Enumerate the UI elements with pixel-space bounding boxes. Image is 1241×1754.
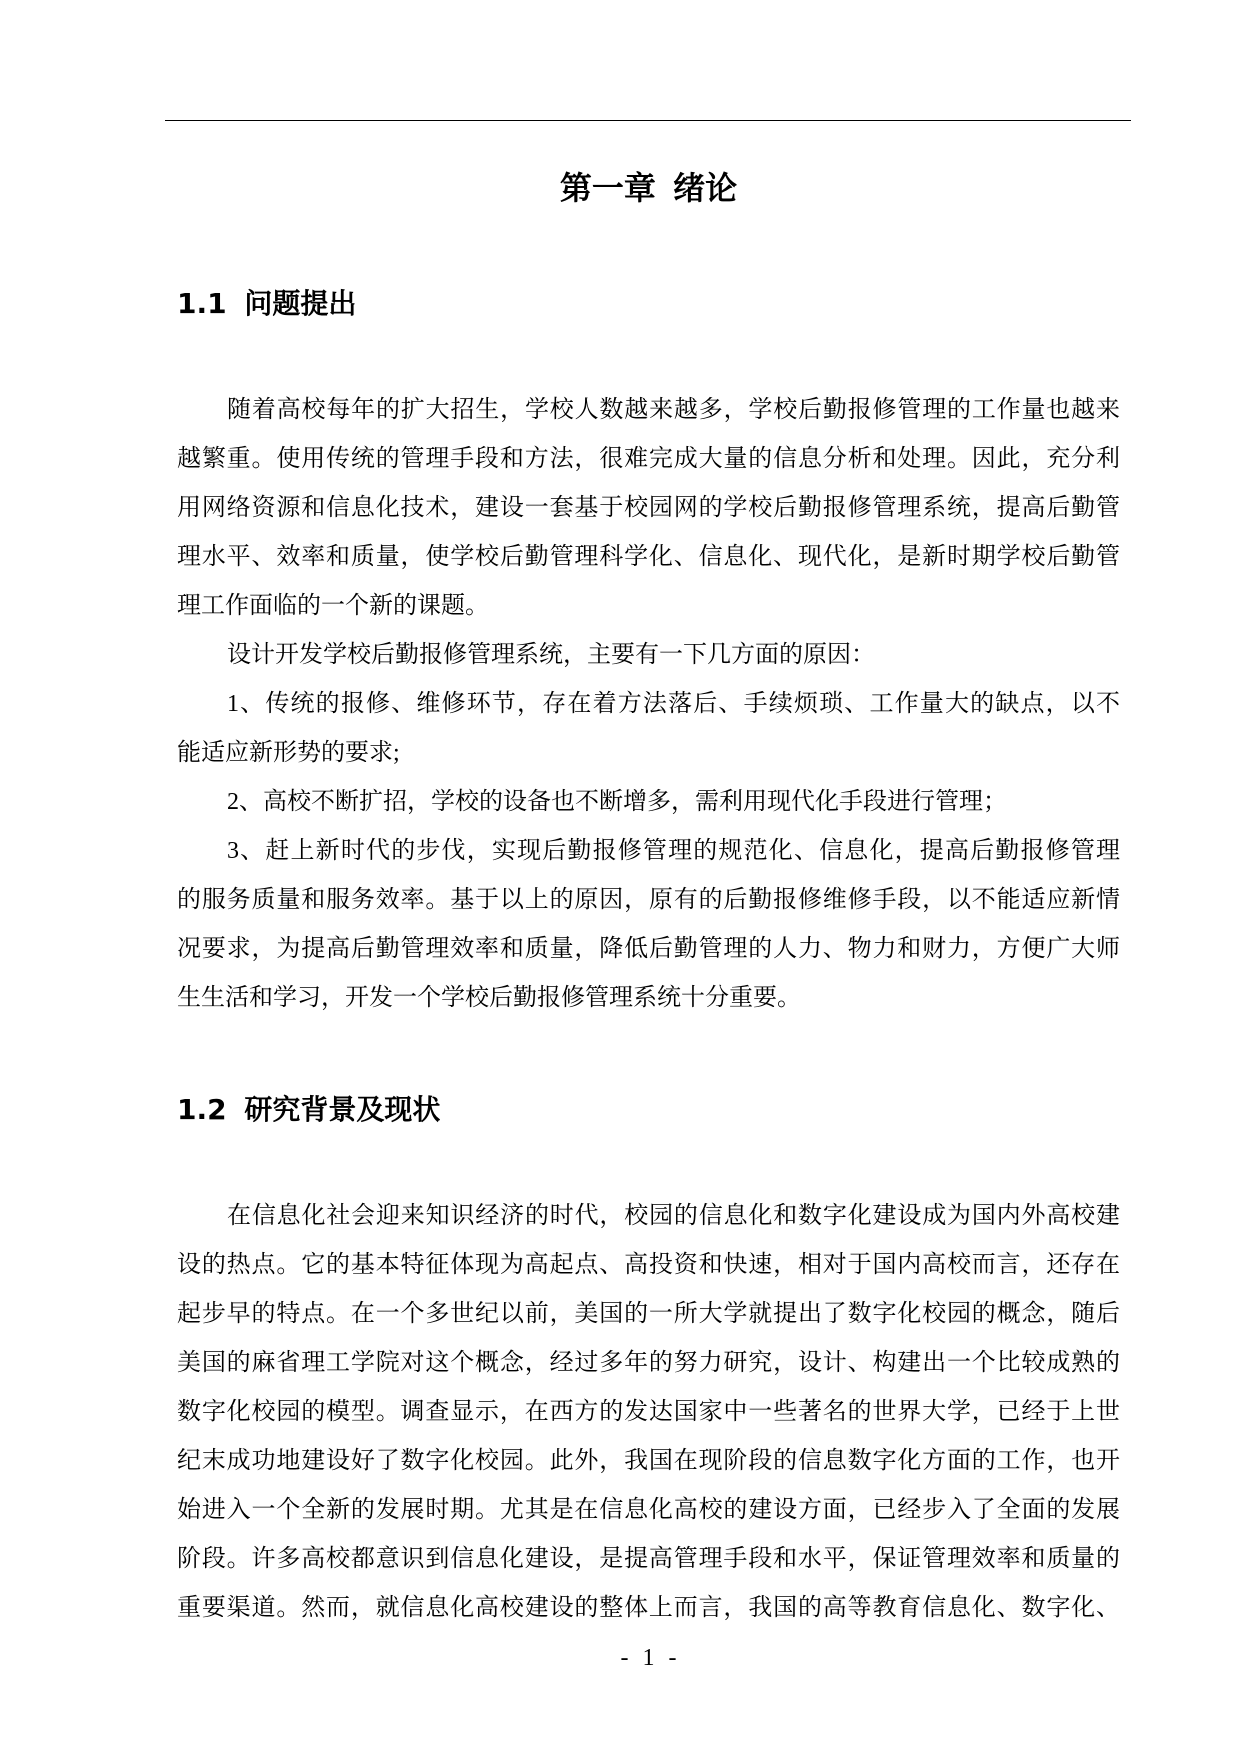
text-line: 数字化校园的模型。调查显示，在西方的发达国家中一些著名的世界大学，已经于上世	[177, 1399, 1120, 1425]
section-heading: 1.1 问题提出	[177, 287, 357, 320]
section-body	[177, 386, 1120, 1023]
header-rule	[165, 120, 1131, 121]
text-line: 理水平、效率和质量，使学校后勤管理科学化、信息化、现代化，是新时期学校后勤管	[177, 544, 1120, 570]
text-line: 设的热点。它的基本特征体现为高起点、高投资和快速，相对于国内高校而言，还存在	[177, 1252, 1120, 1278]
text-line: 越繁重。使用传统的管理手段和方法，很难完成大量的信息分析和处理。因此，充分利	[177, 446, 1120, 472]
text-line: 重要渠道。然而，就信息化高校建设的整体上而言，我国的高等教育信息化、数字化、	[177, 1595, 1120, 1621]
text-line: 设计开发学校后勤报修管理系统，主要有一下几方面的原因：	[227, 642, 875, 668]
list-item	[177, 778, 1120, 827]
text-line: 用网络资源和信息化技术，建设一套基于校园网的学校后勤报修管理系统，提高后勤管	[177, 495, 1120, 521]
chapter-title: 第一章 绪论	[559, 169, 738, 207]
text-line: 阶段。许多高校都意识到信息化建设，是提高管理手段和水平，保证管理效率和质量的	[177, 1546, 1120, 1572]
section-body	[177, 1192, 1120, 1633]
text-line: 况要求，为提高后勤管理效率和质量，降低后勤管理的人力、物力和财力，方便广大师	[177, 936, 1120, 962]
text-line: 生生活和学习，开发一个学校后勤报修管理系统十分重要。	[177, 985, 801, 1011]
text-line: 能适应新形势的要求;	[177, 740, 400, 766]
text-line: 3、赶上新时代的步伐，实现后勤报修管理的规范化、信息化，提高后勤报修管理	[227, 838, 1120, 864]
section-heading: 1.2 研究背景及现状	[177, 1093, 441, 1126]
text-line: 1、传统的报修、维修环节，存在着方法落后、手续烦琐、工作量大的缺点，以不	[227, 691, 1120, 717]
list-item	[177, 680, 1120, 778]
text-line: 起步早的特点。在一个多世纪以前，美国的一所大学就提出了数字化校园的概念，随后	[177, 1301, 1120, 1327]
paragraph	[177, 386, 1120, 631]
page-number: - 1 -	[620, 1645, 677, 1671]
paragraph	[177, 631, 1120, 680]
text-line: 理工作面临的一个新的课题。	[177, 593, 489, 619]
text-line: 始进入一个全新的发展时期。尤其是在信息化高校的建设方面，已经步入了全面的发展	[177, 1497, 1120, 1523]
text-line: 纪末成功地建设好了数字化校园。此外，我国在现阶段的信息数字化方面的工作，也开	[177, 1448, 1120, 1474]
text-line: 在信息化社会迎来知识经济的时代，校园的信息化和数字化建设成为国内外高校建	[227, 1203, 1120, 1229]
text-line: 随着高校每年的扩大招生，学校人数越来越多，学校后勤报修管理的工作量也越来	[227, 397, 1120, 423]
text-line: 2、高校不断扩招，学校的设备也不断增多，需利用现代化手段进行管理；	[227, 789, 1007, 815]
list-item	[177, 827, 1120, 1023]
text-line: 的服务质量和服务效率。基于以上的原因，原有的后勤报修维修手段，以不能适应新情	[177, 887, 1120, 913]
text-line: 美国的麻省理工学院对这个概念，经过多年的努力研究，设计、构建出一个比较成熟的	[177, 1350, 1120, 1376]
paragraph	[177, 1192, 1120, 1633]
